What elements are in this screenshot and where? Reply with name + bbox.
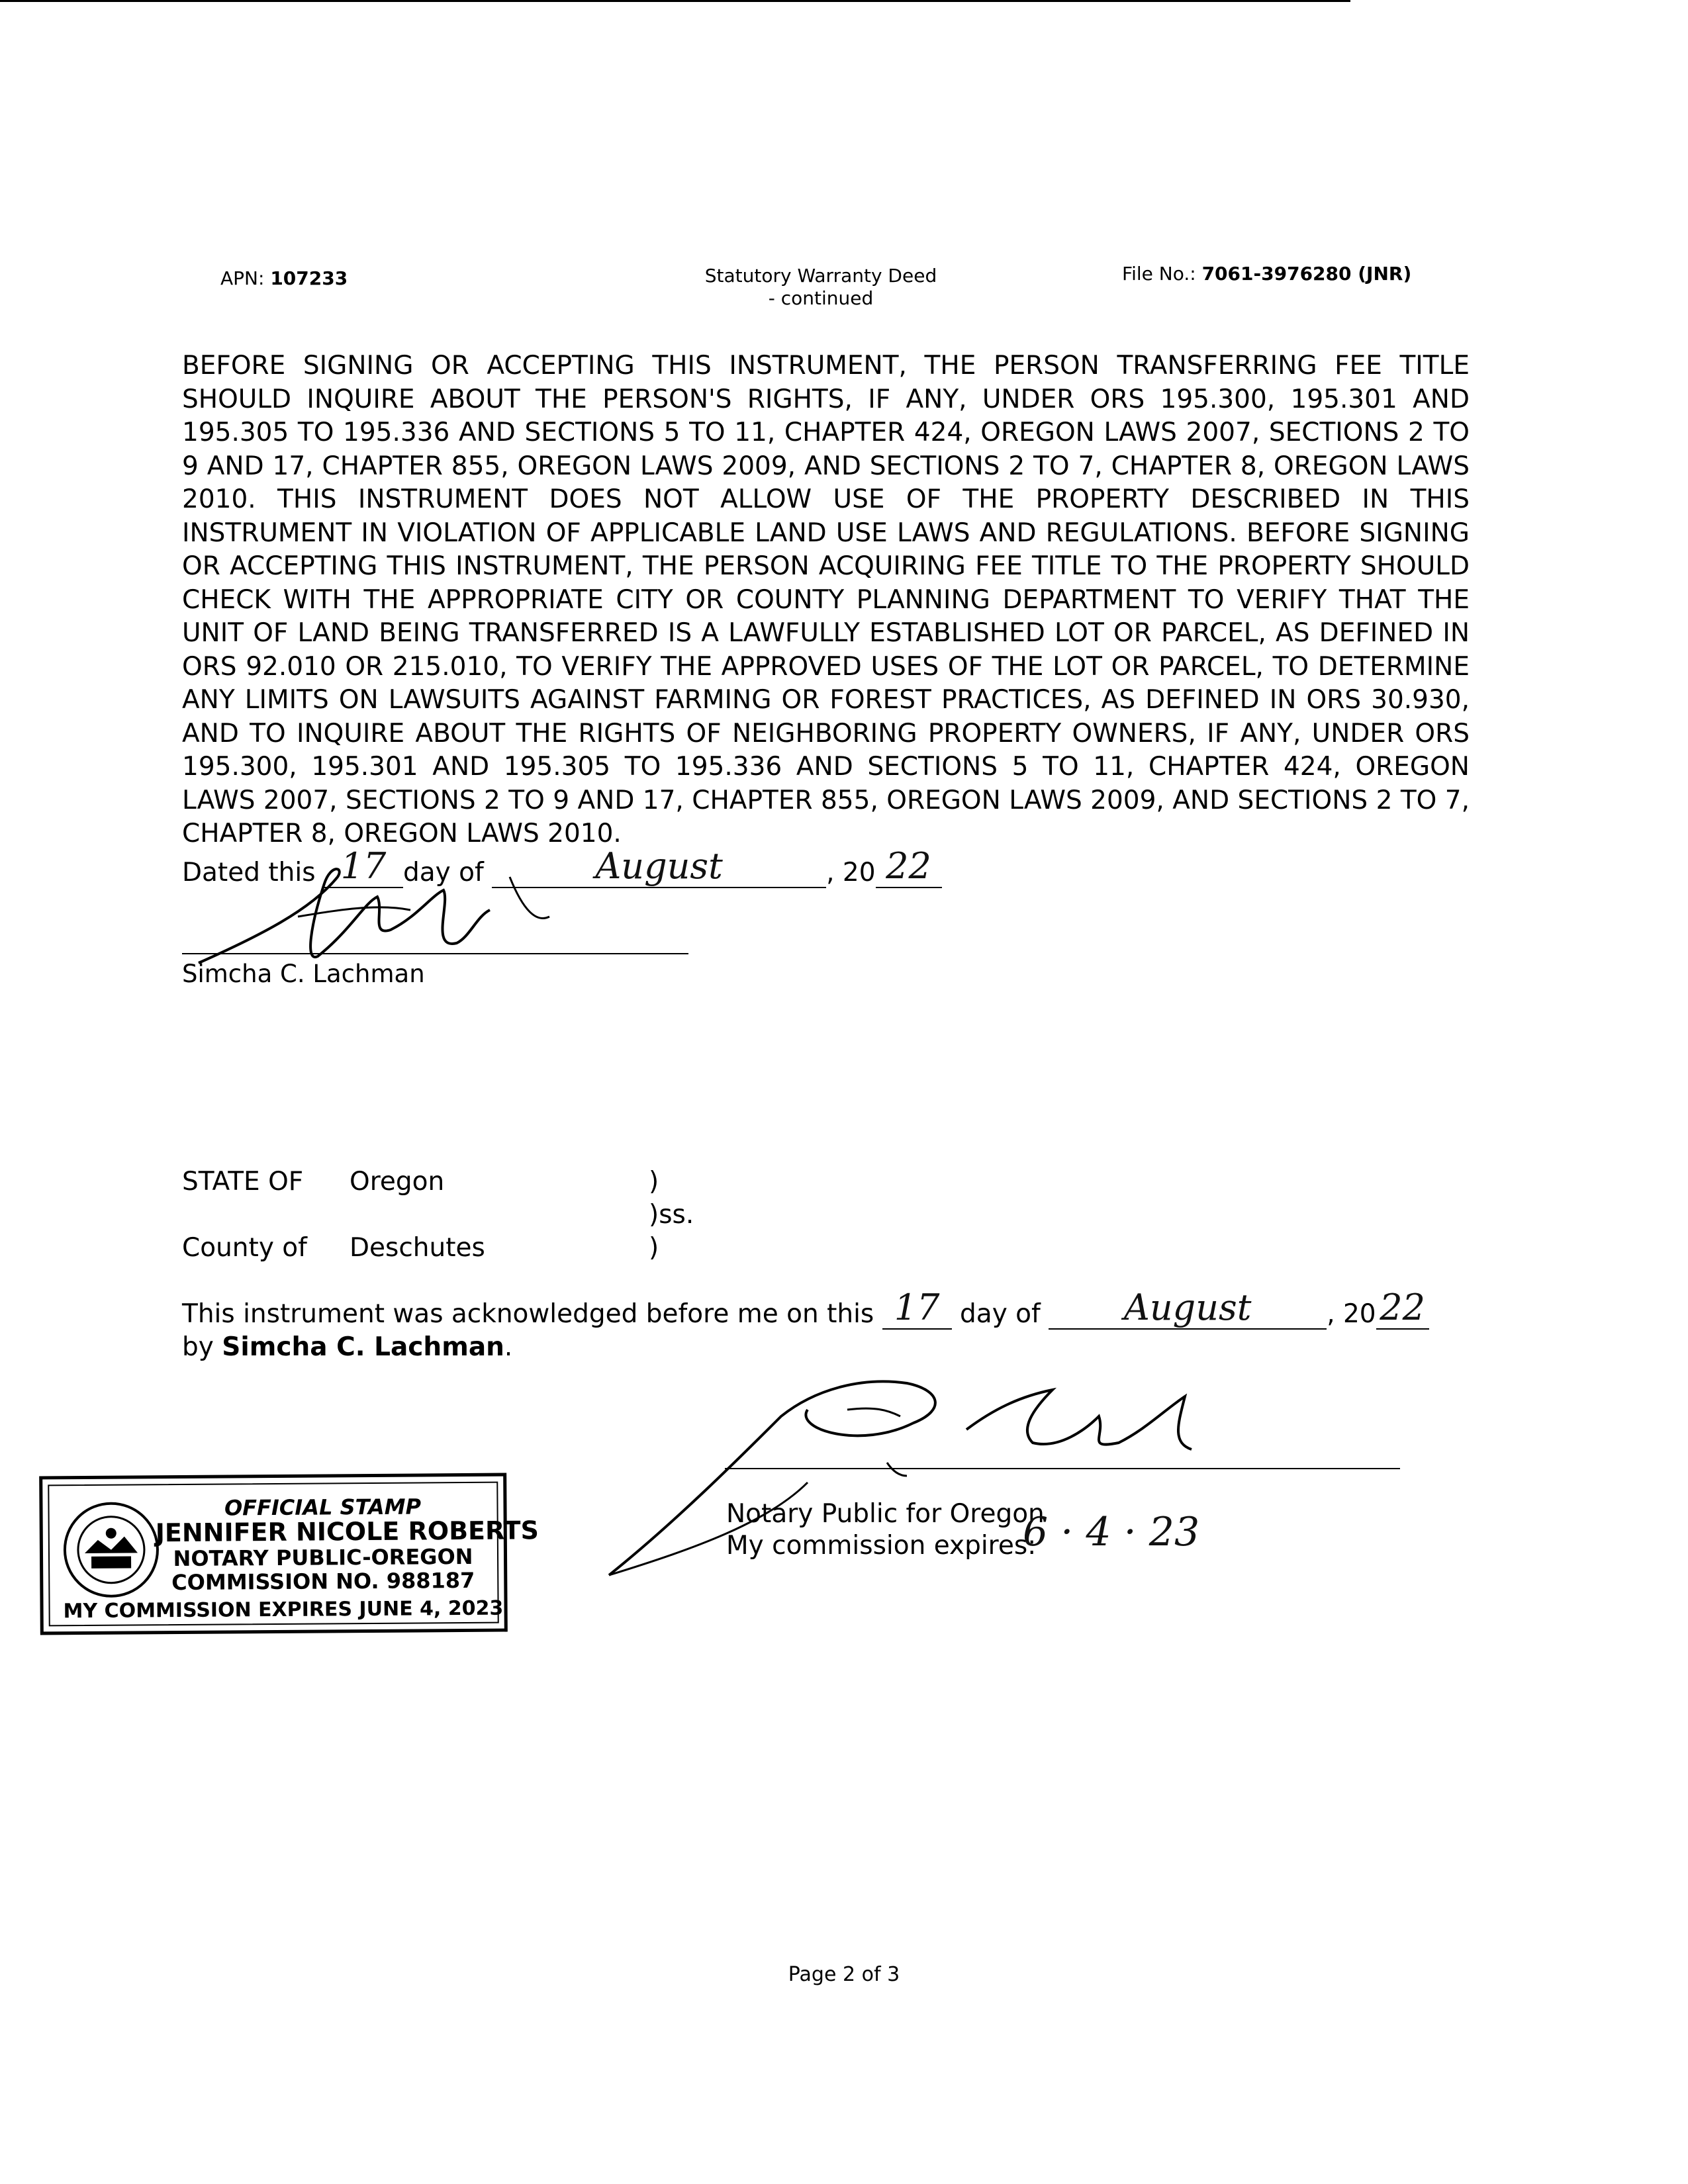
acknowledged-by-label: by — [182, 1332, 214, 1362]
stamp-notary-name: JENNIFER NICOLE ROBERTS — [155, 1516, 539, 1548]
ack-year-handwriting: 22 — [1380, 1287, 1425, 1328]
dated-year-handwriting: 22 — [886, 845, 931, 887]
top-rule — [0, 0, 1350, 2]
ack-year-prefix: , 20 — [1327, 1299, 1376, 1329]
stamp-heading: OFFICIAL STAMP — [224, 1494, 422, 1521]
page-of-label: of — [861, 1963, 881, 1986]
dated-day-of: day of — [402, 858, 484, 887]
venue-paren-close: ) — [649, 1233, 659, 1263]
stamp-notary-title: NOTARY PUBLIC-OREGON — [173, 1543, 473, 1572]
document-title-line2: - continued — [768, 287, 874, 309]
venue-ss: )ss. — [649, 1200, 694, 1230]
acknowledgment-line — [182, 1287, 1429, 1330]
grantor-name: Simcha C. Lachman — [182, 960, 425, 988]
state-label: STATE OF — [182, 1167, 304, 1197]
stamp-commission-number: COMMISSION NO. 988187 — [171, 1567, 475, 1596]
statutory-notice-paragraph: BEFORE SIGNING OR ACCEPTING THIS INSTRUMENT, THE PERSON TRANSFERRING FEE TITLE SHOULD INQUIRE ABOUT THE PERSON'S RIGHTS, IF ANY, UNDER ORS 195.300, 195.301 AND 195.305 TO 195.336 AND SECTIONS 5 TO 11, CHAPTER 424, OREGON LAWS 2007, SECTIONS 2 TO 9 AND 17, CHAPTER 855, OREGON LAWS 2009, AND SECTIONS 2 TO 7, CHAPTER 8, OREGON LAWS 2010. THIS INSTRUMENT DOES NOT ALLOW USE OF THE PROPERTY DESCRIBED IN THIS INSTRUMENT IN VIOLATION OF APPLICABLE LAND USE LAWS AND REGULATIONS. BEFORE SIGNING OR ACCEPTING THIS INSTRUMENT, THE PERSON ACQUIRING FEE TITLE TO THE PROPERTY SHOULD CHECK WITH THE APPROPRIATE CITY OR COUNTY PLANNING DEPARTMENT TO VERIFY THAT THE UNIT OF LAND BEING TRANSFERRED IS A LAWFULLY ESTABLISHED LOT OR PARCEL, AS DEFINED IN ORS 92.010 OR 215.010, TO VERIFY THE APPROVED USES OF THE LOT OR PARCEL, TO DETERMINE ANY LIMITS ON LAWSUITS AGAINST FARMING OR FOREST PRACTICES, AS DEFINED IN ORS 30.930, AND TO INQUIRE ABOUT THE RIGHTS OF NEIGHBORING PROPERTY OWNERS, IF ANY, UNDER ORS 195.300, 195.301 AND 195.305 TO 195.336 AND SECTIONS 5 TO 11, CHAPTER 424, OREGON LAWS 2007, SECTIONS 2 TO 9 AND 17, CHAPTER 855, OREGON LAWS 2009, AND SECTIONS 2 TO 7, CHAPTER 8, OREGON LAWS 2010. — [182, 351, 1470, 848]
ack-day-handwriting: 17 — [894, 1287, 940, 1328]
page-number — [0, 1963, 1688, 1986]
ack-month-blank — [1049, 1287, 1327, 1330]
ack-month-handwriting: August — [1123, 1287, 1252, 1328]
notary-title: Notary Public for Oregon — [726, 1499, 1045, 1529]
document-title — [688, 265, 953, 310]
dated-label: Dated this — [182, 858, 316, 887]
page-total: 3 — [887, 1963, 900, 1986]
apn — [220, 267, 348, 290]
dated-day-handwriting: 17 — [340, 845, 387, 887]
stamp-inner-border — [48, 1482, 539, 1627]
file-number-value: 7061-3976280 (JNR) — [1201, 263, 1412, 285]
county-value: Deschutes — [350, 1233, 485, 1263]
dated-month-handwriting: August — [595, 845, 723, 887]
acknowledgment-text: This instrument was acknowledged before me on this — [182, 1299, 874, 1329]
dated-year-prefix: , 20 — [826, 858, 876, 887]
apn-label: APN: — [220, 267, 265, 289]
document-title-line1: Statutory Warranty Deed — [704, 265, 937, 287]
official-notary-stamp — [39, 1473, 539, 1635]
page-label: Page — [788, 1963, 837, 1986]
dated-year-blank — [876, 845, 942, 888]
file-number — [1122, 263, 1411, 285]
stamp-commission-expiry: MY COMMISSION EXPIRES JUNE 4, 2023 — [63, 1596, 504, 1623]
acknowledged-by-name: Simcha C. Lachman — [222, 1332, 504, 1362]
apn-value: 107233 — [270, 267, 348, 289]
ack-day-of: day of — [960, 1299, 1041, 1329]
acknowledged-by-suffix: . — [504, 1332, 513, 1362]
acknowledged-by — [182, 1332, 512, 1363]
commission-expires-handwriting: 6 · 4 · 23 — [1023, 1509, 1200, 1555]
ack-year-blank — [1376, 1287, 1429, 1330]
venue-paren-open: ) — [649, 1167, 659, 1197]
file-number-label: File No.: — [1122, 263, 1196, 285]
state-value: Oregon — [350, 1167, 445, 1197]
oregon-state-seal — [61, 1500, 161, 1600]
commission-expires-label: My commission expires: — [726, 1531, 1037, 1561]
page-current: 2 — [842, 1963, 856, 1986]
ack-day-blank — [882, 1287, 952, 1330]
notary-signature-line — [725, 1468, 1400, 1469]
county-label: County of — [182, 1233, 307, 1263]
